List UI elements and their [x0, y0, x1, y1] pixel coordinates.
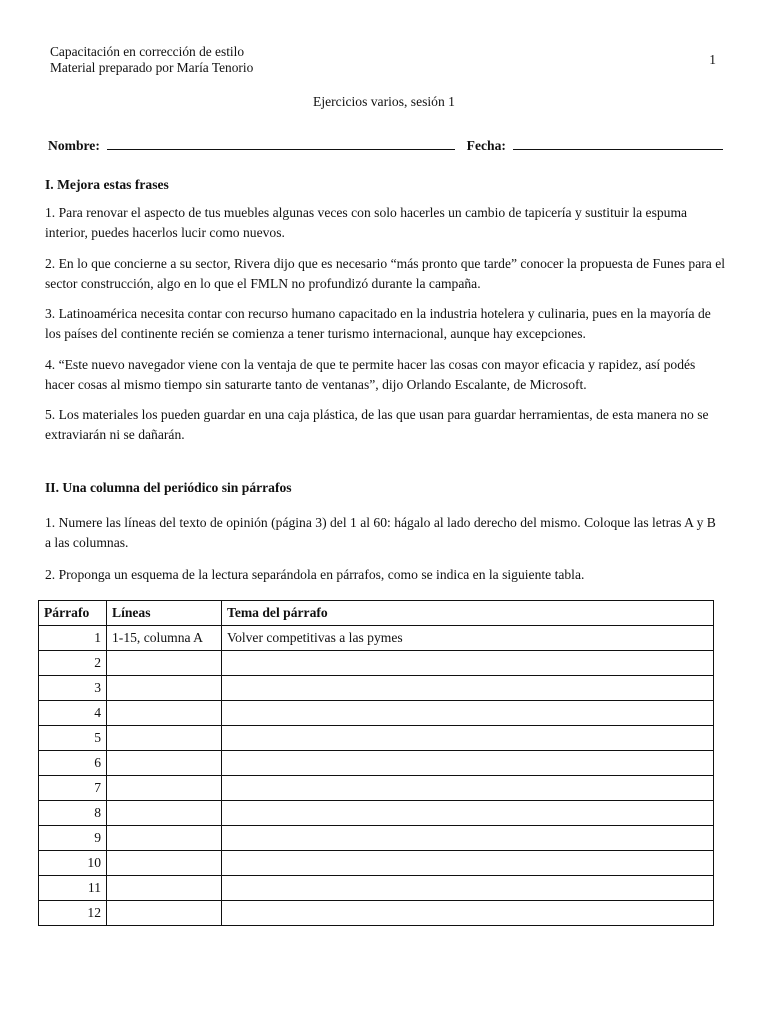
table-row — [39, 751, 714, 776]
instruction-2: 2. Proponga un esquema de la lectura separándola en párrafos, como se indica en la siguiente tabla. — [45, 567, 585, 582]
lines-cell[interactable] — [107, 751, 222, 776]
topic-cell[interactable] — [222, 826, 714, 851]
table-row — [39, 651, 714, 676]
header-lines: Líneas — [107, 601, 222, 626]
table-row — [39, 776, 714, 801]
lines-cell[interactable] — [107, 901, 222, 926]
topic-cell[interactable] — [222, 701, 714, 726]
lines-cell[interactable] — [107, 676, 222, 701]
table-row — [39, 826, 714, 851]
name-date-form — [48, 137, 723, 154]
paragraph-number: 1 — [39, 626, 107, 651]
exercise-4: 4. “Este nuevo navegador viene con la ventaja de que te permite hacer las cosas con mayor eficacia y rapidez, así podés hacer cosas al mismo tiempo sin saturarte tanto de ventanas”, dijo Orlando Escalante, de Microsoft. — [45, 357, 696, 392]
exercise-5: 5. Los materiales los pueden guardar en una caja plástica, de las que usan para guardar herramientas, de esta manera no se extraviarán ni se dañarán. — [45, 407, 709, 442]
lines-cell[interactable] — [107, 801, 222, 826]
paragraph-number: 10 — [39, 851, 107, 876]
lines-cell[interactable] — [107, 851, 222, 876]
session-title: Ejercicios varios, sesión 1 — [313, 94, 455, 109]
document-header — [50, 44, 253, 76]
topic-cell[interactable] — [222, 676, 714, 701]
paragraph-number: 6 — [39, 751, 107, 776]
topic-cell[interactable] — [222, 901, 714, 926]
exercise-1: 1. Para renovar el aspecto de tus muebles algunas veces con solo hacerles un cambio de tapicería y sustituir la espuma interior, puedes hacerlos lucir como nuevos. — [45, 205, 688, 240]
instruction-1: 1. Numere las líneas del texto de opinión (página 3) del 1 al 60: hágalo al lado derecho del mismo. Coloque las letras A y B a las columnas. — [45, 515, 716, 550]
paragraph-number: 12 — [39, 901, 107, 926]
topic-cell[interactable] — [222, 801, 714, 826]
lines-cell[interactable] — [107, 876, 222, 901]
section-2-title: II. Una columna del periódico sin párrafos — [45, 480, 292, 495]
topic-cell[interactable] — [222, 726, 714, 751]
lines-cell[interactable] — [107, 726, 222, 751]
paragraph-number: 9 — [39, 826, 107, 851]
course-title: Capacitación en corrección de estilo — [50, 44, 245, 59]
table-row — [39, 726, 714, 751]
lines-cell[interactable] — [107, 826, 222, 851]
name-label: Nombre: — [48, 138, 100, 153]
lines-cell[interactable]: 1-15, columna A — [107, 626, 222, 651]
date-label: Fecha: — [466, 138, 506, 153]
name-field[interactable] — [107, 137, 455, 150]
paragraph-number: 5 — [39, 726, 107, 751]
section-1-title: I. Mejora estas frases — [45, 177, 169, 192]
lines-cell[interactable] — [107, 701, 222, 726]
table-row — [39, 901, 714, 926]
exercise-2: 2. En lo que concierne a su sector, Rivera dijo que es necesario “más pronto que tarde” conocer la propuesta de Funes para el sector construcción, algo en lo que el FMLN no profundizó durante la campaña. — [45, 256, 726, 291]
author-line: Material preparado por María Tenorio — [50, 60, 254, 75]
paragraph-number: 8 — [39, 801, 107, 826]
exercise-3: 3. Latinoamérica necesita contar con recurso humano capacitado en la industria hotelera y culinaria, pues en la mayoría de los países del continente recién se comienza a tener turismo internacional, aunque hay excepciones. — [45, 306, 711, 341]
table-row — [39, 676, 714, 701]
topic-cell[interactable] — [222, 751, 714, 776]
page-number: 1 — [709, 52, 716, 67]
table-header-row — [39, 601, 714, 626]
paragraph-outline-table — [38, 600, 714, 926]
topic-cell[interactable]: Volver competitivas a las pymes — [222, 626, 714, 651]
table-row — [39, 626, 714, 651]
header-topic: Tema del párrafo — [222, 601, 714, 626]
paragraph-number: 2 — [39, 651, 107, 676]
topic-cell[interactable] — [222, 651, 714, 676]
table-row — [39, 801, 714, 826]
header-paragraph: Párrafo — [39, 601, 107, 626]
paragraph-number: 7 — [39, 776, 107, 801]
topic-cell[interactable] — [222, 851, 714, 876]
topic-cell[interactable] — [222, 776, 714, 801]
paragraph-number: 3 — [39, 676, 107, 701]
date-field[interactable] — [513, 137, 723, 150]
paragraph-number: 11 — [39, 876, 107, 901]
lines-cell[interactable] — [107, 651, 222, 676]
table-row — [39, 701, 714, 726]
lines-cell[interactable] — [107, 776, 222, 801]
table-row — [39, 876, 714, 901]
paragraph-number: 4 — [39, 701, 107, 726]
topic-cell[interactable] — [222, 876, 714, 901]
table-row — [39, 851, 714, 876]
